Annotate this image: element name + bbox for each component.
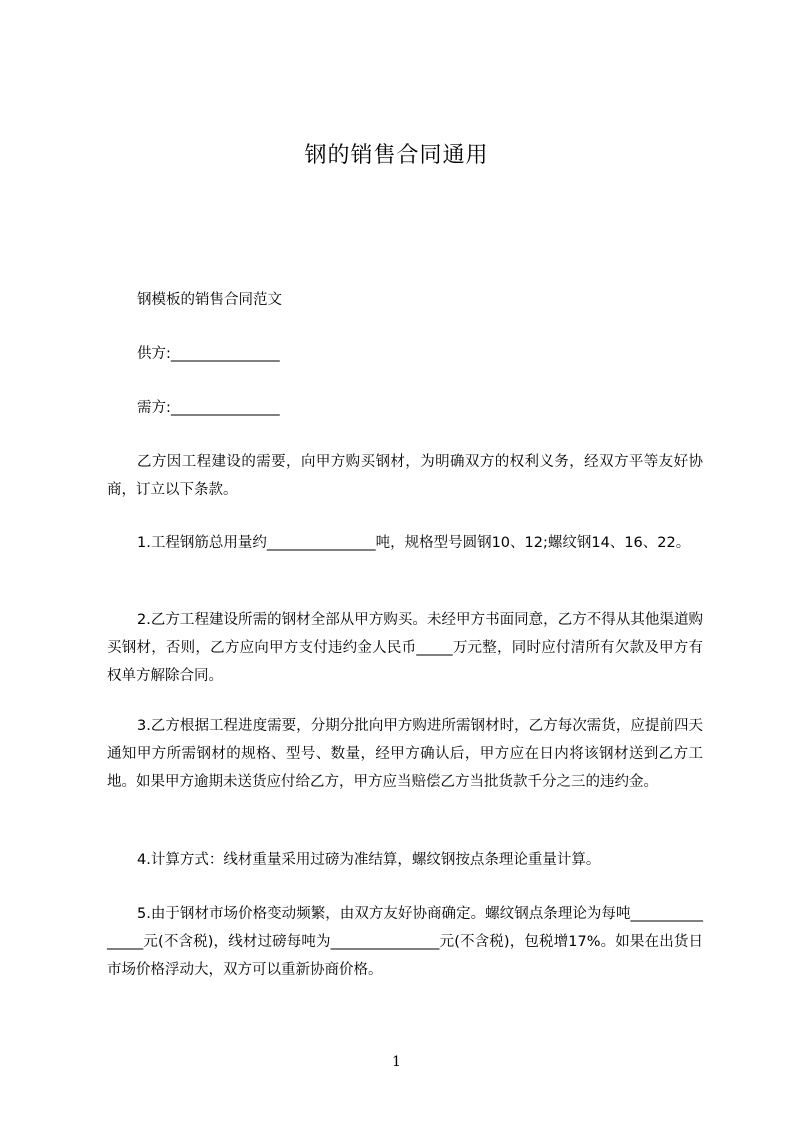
clause-1: 1.工程钢筋总用量约_______________吨，规格型号圆钢10、12;螺纹钢14、16、22。 (137, 535, 691, 551)
supplier-line: 供方:_______________ (137, 346, 280, 362)
buyer-line: 需方:_______________ (137, 400, 280, 416)
intro-paragraph: 乙方因工程建设的需要，向甲方购买钢材，为明确双方的权利义务，经双方平等友好协商，订立以下条款。 (107, 454, 703, 498)
clause-2: 2.乙方工程建设所需的钢材全部从甲方购买。未经甲方书面同意，乙方不得从其他渠道购买钢材，否则，乙方应向甲方支付违约金人民币_____万元整，同时应付清所有欠款及甲方有权单方解除合同。 (107, 612, 703, 684)
clause-4: 4.计算方式：线材重量采用过磅为准结算，螺纹钢按点条理论重量计算。 (137, 852, 601, 868)
subtitle-paragraph: 钢模板的销售合同范文 (137, 292, 282, 308)
document-title: 钢的销售合同通用 (304, 143, 489, 168)
clause-3: 3.乙方根据工程进度需要，分期分批向甲方购进所需钢材时，乙方每次需货，应提前四天通知甲方所需钢材的规格、型号、数量，经甲方确认后，甲方应在日内将该钢材送到乙方工地。如果甲方逾期未送货应付给乙方，甲方应当赔偿乙方当批货款千分之三的违约金。 (107, 718, 703, 790)
page-number: 1 (392, 1054, 401, 1070)
clause-5: 5.由于钢材市场价格变动频繁，由双方友好协商确定。螺纹钢点条理论为每吨_______________元(不含税)，线材过磅每吨为_______________元(不含税)，包税增17%。如果在出货日市场价格浮动大，双方可以重新协商价格。 (107, 906, 703, 978)
